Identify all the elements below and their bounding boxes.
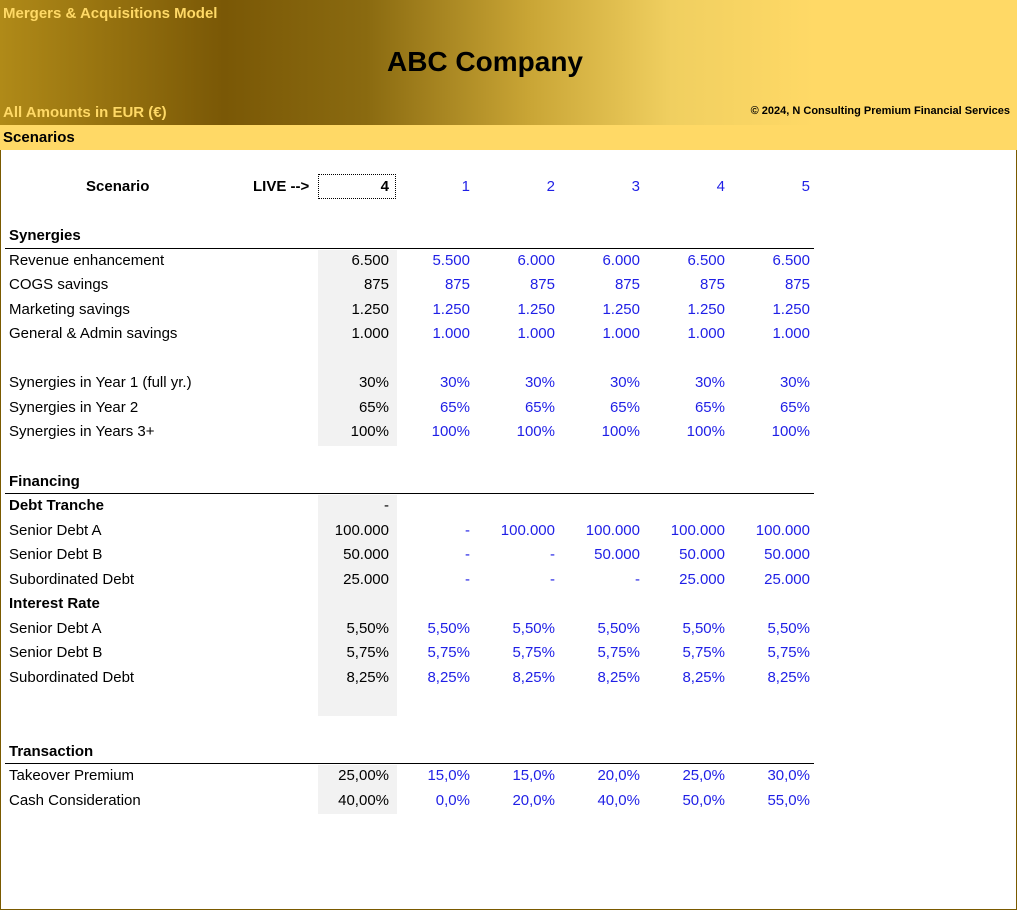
scenario-4-input[interactable]: 5,50%: [682, 619, 725, 637]
scenario-2-input[interactable]: 15,0%: [512, 767, 555, 785]
scenario-5-input[interactable]: 55,0%: [767, 791, 810, 809]
scenario-1-input[interactable]: 1.000: [432, 325, 470, 343]
scenario-5-input[interactable]: 65%: [779, 398, 810, 416]
section-heading: Synergies: [9, 227, 81, 244]
live-value-cell: 5,50%: [346, 619, 389, 637]
scenario-1-input[interactable]: -: [465, 521, 470, 539]
scenario-5-input[interactable]: 100.000: [755, 521, 810, 539]
section-heading: Debt Tranche: [9, 497, 105, 515]
row-label: General & Admin savings: [9, 325, 178, 343]
scenario-4-input[interactable]: 50.000: [679, 546, 725, 564]
scenario-2-input[interactable]: 6.000: [517, 251, 555, 269]
row-label: Senior Debt A: [9, 521, 102, 539]
section-heading: Financing: [9, 472, 80, 490]
row-label: Marketing savings: [9, 300, 130, 318]
scenario-1-input[interactable]: 30%: [439, 374, 470, 392]
scenario-1-input[interactable]: 8,25%: [427, 668, 470, 686]
scenario-2-input[interactable]: 8,25%: [512, 668, 555, 686]
scenario-3-input[interactable]: 875: [614, 276, 640, 294]
live-value-cell: 1.250: [351, 300, 389, 318]
live-value-cell: 25.000: [343, 570, 389, 588]
scenario-4-input[interactable]: 1.000: [687, 325, 725, 343]
section-rule: [5, 248, 814, 249]
scenario-2-input[interactable]: 5,75%: [512, 644, 555, 662]
scenario-2-input[interactable]: 875: [529, 276, 555, 294]
scenario-number-4: 4: [716, 178, 725, 195]
scenario-3-input[interactable]: -: [635, 570, 640, 588]
scenario-5-input[interactable]: 1.000: [772, 325, 810, 343]
section-title: Scenarios: [3, 129, 75, 146]
scenario-5-input[interactable]: 1.250: [772, 300, 810, 318]
live-value-cell: 100.000: [334, 521, 389, 539]
scenario-3-input[interactable]: 20,0%: [597, 767, 640, 785]
row-label: Synergies in Years 3+: [9, 423, 155, 441]
scenario-4-input[interactable]: 1.250: [687, 300, 725, 318]
scenario-1-input[interactable]: 1.250: [432, 300, 470, 318]
scenario-4-input[interactable]: 6.500: [687, 251, 725, 269]
live-value-cell: 50.000: [343, 546, 389, 564]
scenario-5-input[interactable]: 50.000: [764, 546, 810, 564]
live-value-cell: 65%: [358, 398, 389, 416]
scenario-1-input[interactable]: 5,50%: [427, 619, 470, 637]
scenario-4-input[interactable]: 50,0%: [682, 791, 725, 809]
row-label: Subordinated Debt: [9, 570, 135, 588]
scenario-4-input[interactable]: 8,25%: [682, 668, 725, 686]
scenario-5-input[interactable]: 5,75%: [767, 644, 810, 662]
row-label: Senior Debt B: [9, 546, 103, 564]
scenario-3-input[interactable]: 5,50%: [597, 619, 640, 637]
live-value-cell: -: [384, 497, 389, 515]
scenario-4-input[interactable]: 100%: [686, 423, 725, 441]
live-value-cell: 8,25%: [346, 668, 389, 686]
live-scenario-value[interactable]: 4: [380, 178, 389, 195]
scenario-4-input[interactable]: 5,75%: [682, 644, 725, 662]
scenario-2-input[interactable]: 1.000: [517, 325, 555, 343]
row-label: Takeover Premium: [9, 767, 135, 785]
model-title: Mergers & Acquisitions Model: [3, 5, 218, 22]
scenario-3-input[interactable]: 50.000: [594, 546, 640, 564]
row-label: Synergies in Year 1 (full yr.): [9, 374, 192, 392]
scenario-2-input[interactable]: 100.000: [500, 521, 555, 539]
section-heading: Interest Rate: [9, 595, 100, 613]
scenario-5-input[interactable]: 875: [784, 276, 810, 294]
scenario-number-1: 1: [461, 178, 470, 195]
scenario-1-input[interactable]: -: [465, 570, 470, 588]
scenario-2-input[interactable]: 100%: [516, 423, 555, 441]
live-value-cell: 875: [363, 276, 389, 294]
scenario-5-input[interactable]: 100%: [771, 423, 810, 441]
scenario-5-input[interactable]: 30%: [779, 374, 810, 392]
scenario-number-2: 2: [546, 178, 555, 195]
scenario-1-input[interactable]: 5.500: [432, 251, 470, 269]
scenario-5-input[interactable]: 6.500: [772, 251, 810, 269]
row-label: Cash Consideration: [9, 791, 141, 809]
scenario-3-input[interactable]: 100.000: [585, 521, 640, 539]
company-title: ABC Company: [386, 46, 583, 77]
scenario-1-input[interactable]: -: [465, 546, 470, 564]
section-rule: [5, 763, 814, 764]
scenario-5-input[interactable]: 25.000: [764, 570, 810, 588]
scenario-5-input[interactable]: 5,50%: [767, 619, 810, 637]
scenario-3-input[interactable]: 1.000: [602, 325, 640, 343]
scenario-4-input[interactable]: 30%: [694, 374, 725, 392]
section-rule: [5, 493, 814, 494]
scenario-1-input[interactable]: 5,75%: [427, 644, 470, 662]
live-value-cell: 40,00%: [338, 791, 389, 809]
row-label: Revenue enhancement: [9, 251, 165, 269]
scenario-number-5: 5: [801, 178, 810, 195]
scenario-3-input[interactable]: 30%: [609, 374, 640, 392]
section-bar: [0, 125, 1017, 150]
scenario-4-input[interactable]: 25.000: [679, 570, 725, 588]
live-value-cell: 100%: [350, 423, 389, 441]
scenario-number-3: 3: [631, 178, 640, 195]
row-label: Senior Debt B: [9, 644, 103, 662]
scenario-1-input[interactable]: 65%: [439, 398, 470, 416]
scenario-4-input[interactable]: 25,0%: [682, 767, 725, 785]
scenario-3-input[interactable]: 65%: [609, 398, 640, 416]
row-label: Subordinated Debt: [9, 668, 135, 686]
scenario-5-input[interactable]: 8,25%: [767, 668, 810, 686]
currency-note: All Amounts in EUR (€): [3, 104, 167, 121]
scenario-3-input[interactable]: 6.000: [602, 251, 640, 269]
scenario-2-input[interactable]: -: [550, 570, 555, 588]
copyright-note: © 2024, N Consulting Premium Financial Services: [750, 105, 1010, 117]
scenario-1-input[interactable]: 100%: [431, 423, 470, 441]
scenario-2-input[interactable]: 65%: [524, 398, 555, 416]
scenario-5-input[interactable]: 30,0%: [767, 767, 810, 785]
scenario-4-input[interactable]: 100.000: [670, 521, 725, 539]
scenario-2-input[interactable]: 5,50%: [512, 619, 555, 637]
scenario-label: Scenario: [86, 178, 150, 195]
scenario-2-input[interactable]: 20,0%: [512, 791, 555, 809]
scenario-3-input[interactable]: 8,25%: [597, 668, 640, 686]
live-value-cell: 1.000: [351, 325, 389, 343]
live-value-cell: 30%: [358, 374, 389, 392]
header-banner: [0, 0, 1017, 125]
scenario-2-input[interactable]: 30%: [524, 374, 555, 392]
live-value-cell: 5,75%: [346, 644, 389, 662]
scenario-4-input[interactable]: 65%: [694, 398, 725, 416]
scenario-1-input[interactable]: 875: [444, 276, 470, 294]
scenario-3-input[interactable]: 100%: [601, 423, 640, 441]
scenario-1-input[interactable]: 15,0%: [427, 767, 470, 785]
row-label: Senior Debt A: [9, 619, 102, 637]
row-label: Synergies in Year 2: [9, 398, 139, 416]
scenario-2-input[interactable]: 1.250: [517, 300, 555, 318]
live-value-cell: 25,00%: [338, 767, 389, 785]
scenario-2-input[interactable]: -: [550, 546, 555, 564]
scenario-4-input[interactable]: 875: [699, 276, 725, 294]
live-arrow-label: LIVE -->: [253, 178, 310, 195]
scenario-1-input[interactable]: 0,0%: [435, 791, 470, 809]
live-value-cell: 6.500: [351, 251, 389, 269]
scenario-3-input[interactable]: 40,0%: [597, 791, 640, 809]
scenario-3-input[interactable]: 1.250: [602, 300, 640, 318]
section-heading: Transaction: [9, 742, 94, 760]
scenario-3-input[interactable]: 5,75%: [597, 644, 640, 662]
row-label: COGS savings: [9, 276, 109, 294]
